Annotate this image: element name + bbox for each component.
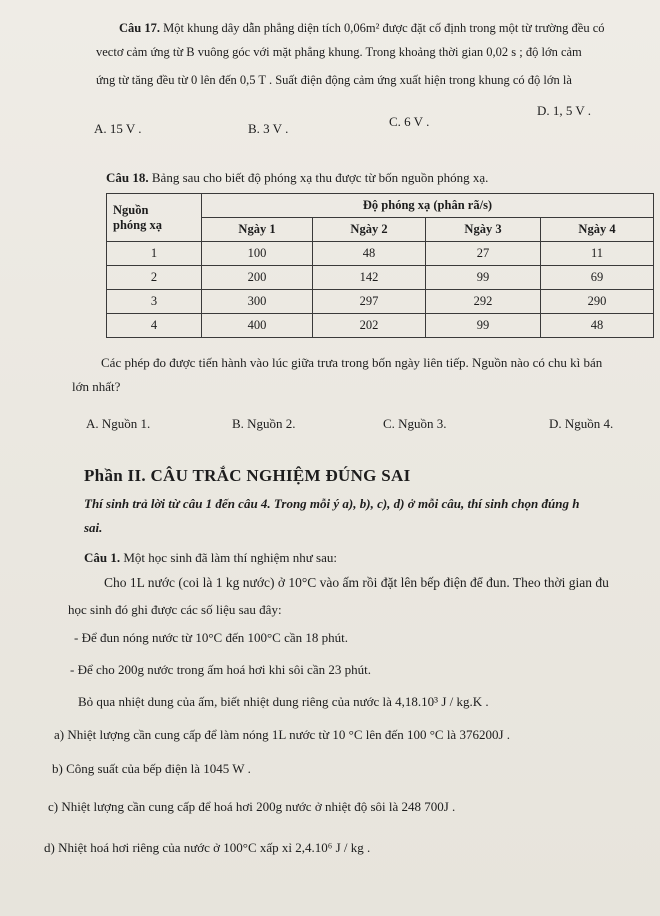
part2-instruction-2: sai. (84, 520, 103, 535)
q18-label: Câu 18. (106, 170, 149, 185)
q17-option-a: A. 15 V . (94, 121, 142, 136)
q18-text-1: Bảng sau cho biết độ phóng xạ thu được từ bốn nguồn phóng xạ. (151, 170, 489, 185)
q18-line-2: Các phép đo được tiến hành vào lúc giữa trưa trong bốn ngày liên tiếp. Nguồn nào có chu kì bán (101, 355, 603, 370)
c1-statement-a: a) Nhiệt lượng cần cung cấp để làm nóng 1L nước từ 10 °C lên đến 100 °C là 376200J . (54, 727, 511, 742)
table-header-row (107, 194, 654, 218)
c1-line-4: Bỏ qua nhiệt dung của ấm, biết nhiệt dung riêng của nước là 4,18.10³ J / kg.K . (78, 694, 489, 709)
table-header-day-4: Ngày 4 (541, 218, 654, 242)
section-heading: Phần II. CÂU TRẮC NGHIỆM ĐÚNG SAI (84, 466, 411, 485)
table-row: 3 300 297 292 290 (107, 290, 654, 314)
q17-line-2: vectơ cảm ứng từ B vuông góc với mặt phẳng khung. Trong khoảng thời gian 0,02 s ; độ lớn cảm (96, 45, 582, 59)
table-row: 2 200 142 99 69 (107, 266, 654, 290)
part2-instruction-1: Thí sinh trả lời từ câu 1 đến câu 4. Trong mỗi ý a), b), c), d) ở mỗi câu, thí sinh chọn đúng h (84, 496, 580, 511)
c1-statement-c: c) Nhiệt lượng cần cung cấp để hoá hơi 200g nước ở nhiệt độ sôi là 248 700J . (48, 799, 456, 814)
c1-label: Câu 1. (84, 550, 121, 565)
table-row: 1 100 48 27 11 (107, 242, 654, 266)
q18-option-c: C. Nguồn 3. (383, 416, 447, 431)
q17-line-3: ứng từ tăng đều từ 0 lên đến 0,5 T . Suất điện động cảm ứng xuất hiện trong khung có độ lớn là (96, 73, 572, 87)
q17-text-1: Một khung dây dẫn phẳng diện tích 0,06m² được đặt cố định trong một từ trường đều có (163, 21, 605, 35)
q17-line-1 (119, 20, 605, 36)
table-header-day-3: Ngày 3 (426, 218, 541, 242)
q17-label: Câu 17. (119, 21, 160, 35)
table-header-activity: Độ phóng xạ (phân rã/s) (202, 194, 654, 218)
q18-option-b: B. Nguồn 2. (232, 416, 296, 431)
c1-line-3: học sinh đó ghi được các số liệu sau đây: (68, 602, 282, 617)
c1-line-1 (84, 550, 337, 566)
q17-option-c: C. 6 V . (389, 114, 430, 129)
c1-statement-d: d) Nhiệt hoá hơi riêng của nước ở 100°C xấp xỉ 2,4.10⁶ J / kg . (44, 840, 371, 855)
table-header-source: Nguồn phóng xạ (107, 194, 202, 242)
q18-line-3: lớn nhất? (72, 379, 121, 394)
q17-option-b: B. 3 V . (248, 121, 289, 136)
c1-text-1: Một học sinh đã làm thí nghiệm như sau: (123, 550, 337, 565)
q18-option-a: A. Nguồn 1. (86, 416, 151, 431)
table-header-day-2: Ngày 2 (313, 218, 426, 242)
table-row: 4 400 202 99 48 (107, 314, 654, 338)
c1-bullet-2: - Để cho 200g nước trong ấm hoá hơi khi sôi cần 23 phút. (70, 662, 371, 677)
q17-option-d: D. 1, 5 V . (537, 103, 592, 118)
c1-statement-b: b) Công suất của bếp điện là 1045 W . (52, 761, 251, 776)
c1-line-2: Cho 1L nước (coi là 1 kg nước) ở 10°C vào ấm rồi đặt lên bếp điện để đun. Theo thời gian đu (104, 575, 609, 590)
radiation-table (106, 193, 654, 338)
q18-option-d: D. Nguồn 4. (549, 416, 614, 431)
c1-bullet-1: - Để đun nóng nước từ 10°C đến 100°C cần 18 phút. (74, 630, 348, 645)
q18-line-1 (106, 170, 488, 186)
table-header-day-1: Ngày 1 (202, 218, 313, 242)
